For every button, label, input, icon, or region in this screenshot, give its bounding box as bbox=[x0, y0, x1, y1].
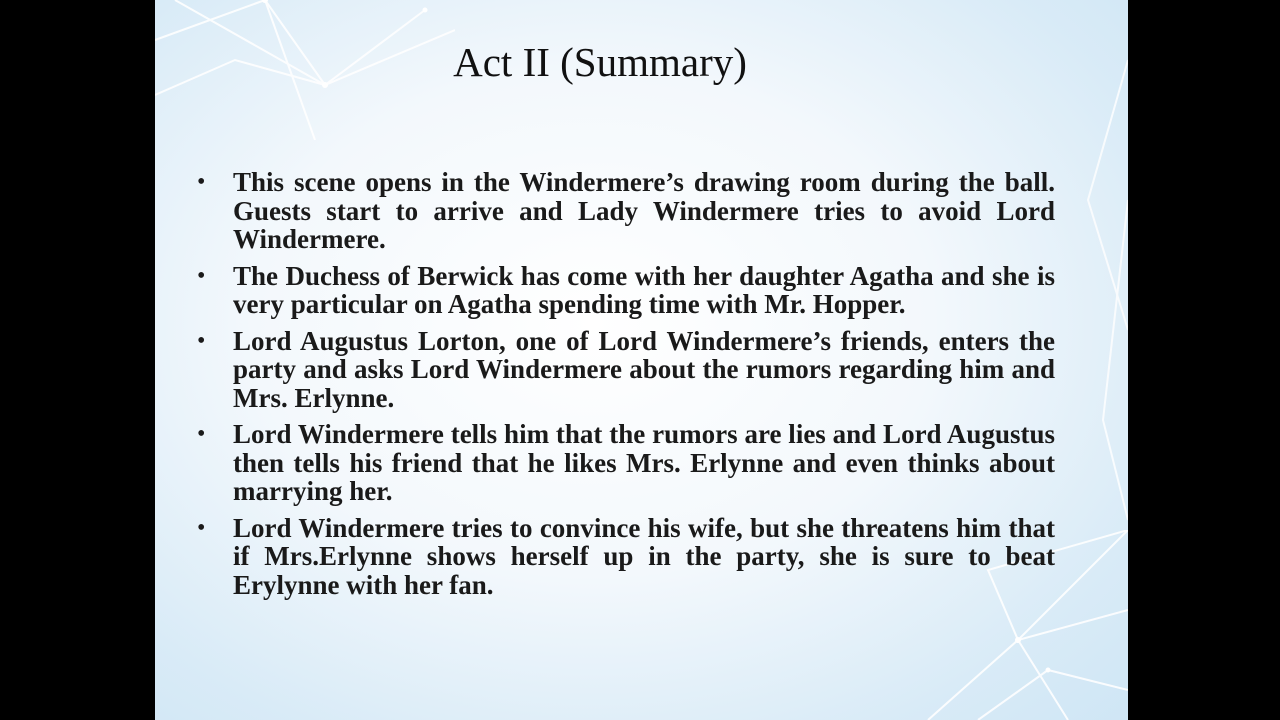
bullet-text: Lord Augustus Lorton, one of Lord Windermere’s friends, enters the party and asks Lord Windermere about the rumors regarding him and Mrs. Erlynne. bbox=[233, 325, 1055, 413]
list-item bbox=[195, 168, 1055, 254]
bullet-list bbox=[195, 168, 1055, 607]
bullet-icon: • bbox=[197, 262, 206, 289]
bullet-text: Lord Windermere tells him that the rumors are lies and Lord Augustus then tells his friend that he likes Mrs. Erlynne and even thinks about marrying her. bbox=[233, 419, 1055, 506]
bullet-icon: • bbox=[197, 327, 206, 354]
bullet-icon: • bbox=[197, 169, 206, 195]
edge-lines-decoration bbox=[1068, 0, 1128, 720]
list-item bbox=[195, 514, 1055, 600]
bullet-text: The Duchess of Berwick has come with her daughter Agatha and she is very particular on Agatha spending time with Mr. Hopper. bbox=[233, 260, 1055, 319]
list-item bbox=[195, 327, 1055, 413]
list-item bbox=[195, 420, 1055, 506]
bullet-icon: • bbox=[197, 421, 206, 447]
bullet-text: Lord Windermere tries to convince his wife, but she threatens him that if Mrs.Erlynne shows herself up in the party, she is sure to beat Erylynne with her fan. bbox=[233, 512, 1055, 600]
bullet-text: This scene opens in the Windermere’s drawing room during the ball. Guests start to arrive and Lady Windermere tries to avoid Lord Windermere. bbox=[233, 167, 1055, 254]
bullet-icon: • bbox=[197, 514, 206, 541]
slide-title: Act II (Summary) bbox=[453, 39, 747, 85]
slide bbox=[155, 0, 1128, 720]
list-item bbox=[195, 262, 1055, 319]
